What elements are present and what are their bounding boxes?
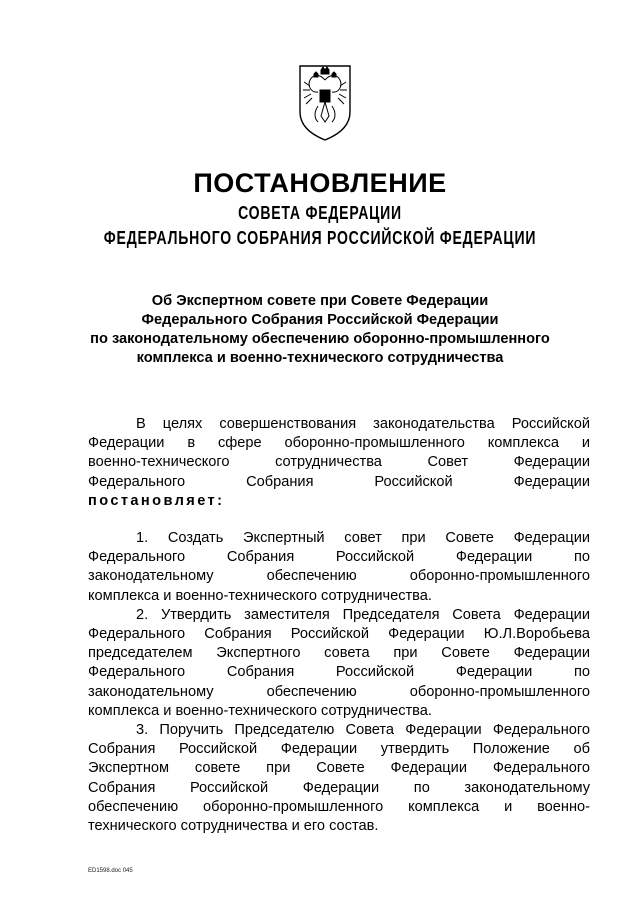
text-line: комплекса и военно-технического сотрудничества. <box>88 702 432 719</box>
text-line: Собрания Российской Федерации по законодательному <box>88 779 590 796</box>
text-line: Федерации в сфере оборонно-промышленного комплекса и <box>88 435 590 452</box>
text-line: Собрания Российской Федерации утвердить Положение об <box>88 741 590 758</box>
text-line: технического сотрудничества и его состав. <box>88 818 379 835</box>
preamble-paragraph <box>88 415 590 511</box>
text-line: 1. Создать Экспертный совет при Совете Федерации <box>136 530 590 547</box>
coat-of-arms-emblem <box>296 60 354 142</box>
issuer-line-2: ФЕДЕРАЛЬНОГО СОБРАНИЯ РОССИЙСКОЙ ФЕДЕРАЦИИ <box>103 228 537 248</box>
text-line: законодательному обеспечению оборонно-промышленного <box>88 683 590 700</box>
text-line: Федерального Собрания Российской Федерации по <box>88 549 590 566</box>
document-subject <box>60 292 580 368</box>
text-line: законодательному обеспечению оборонно-промышленного <box>88 568 590 585</box>
text-line: военно-технического сотрудничества Совет Федерации <box>88 454 590 471</box>
text-line: 3. Поручить Председателю Совета Федерации Федерального <box>136 722 590 739</box>
text-line: Федерального Собрания Российской Федерации Ю.Л.Воробьева <box>88 626 590 643</box>
subject-line: Об Экспертном совете при Совете Федерации <box>151 293 489 309</box>
issuer-line-1: СОВЕТА ФЕДЕРАЦИИ <box>238 203 402 223</box>
subject-line: по законодательному обеспечению оборонно-промышленного <box>90 331 550 347</box>
decree-word: постановляет: <box>88 492 225 509</box>
document-body <box>88 415 590 836</box>
text-line: обеспечению оборонно-промышленного комплекса и военно- <box>88 798 590 815</box>
text-line: Федерального Собрания Российской Федерации по <box>88 664 590 681</box>
text-line: Экспертном совете при Совете Федерации Федерального <box>88 760 590 777</box>
item-2-paragraph <box>88 606 590 721</box>
subject-line: комплекса и военно-технического сотрудничества <box>136 350 504 366</box>
subject-line: Федерального Собрания Российской Федерации <box>141 312 499 328</box>
text-line: председателем Экспертного совета при Совете Федерации <box>88 645 590 662</box>
item-3-paragraph <box>88 721 590 836</box>
text-line: Федерального Собрания Российской Федерации <box>88 473 590 490</box>
document-type-title: ПОСТАНОВЛЕНИЕ <box>193 168 447 198</box>
text-line: 2. Утвердить заместителя Председателя Совета Федерации <box>136 606 590 623</box>
text-line: В целях совершенствования законодательства Российской <box>136 416 590 432</box>
file-code-footer: ED1598.doc 045 <box>88 868 133 874</box>
item-1-paragraph <box>88 529 590 606</box>
text-line: комплекса и военно-технического сотрудничества. <box>88 587 432 604</box>
